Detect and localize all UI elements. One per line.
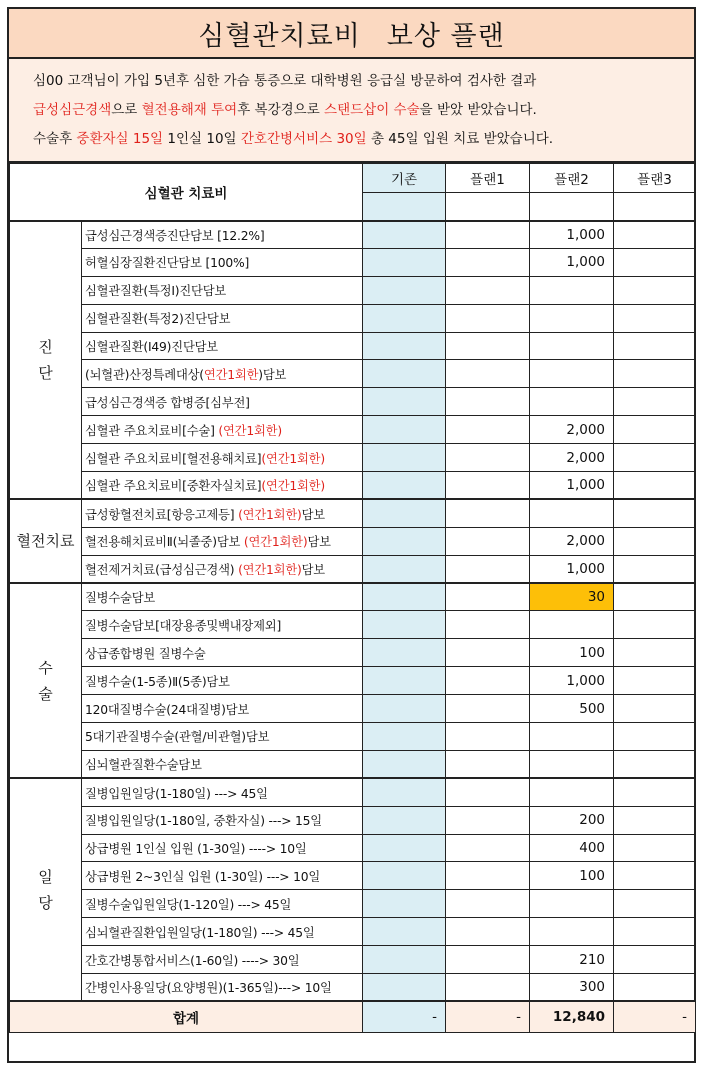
base-cell: [363, 221, 446, 249]
plan1-cell: [446, 750, 530, 778]
highlight-text: (연간1회한): [218, 423, 282, 438]
text-segment: 혈전제거치료(급성심근경색): [85, 562, 239, 577]
coverage-item: [82, 583, 363, 611]
header-blank-plan3: [614, 192, 696, 221]
plan1-cell: [446, 221, 530, 249]
base-cell: [363, 611, 446, 639]
coverage-item: [82, 499, 363, 527]
text-segment: 질병수술입원일당(1-120일) ---> 45일: [85, 897, 292, 912]
coverage-item: [82, 918, 363, 946]
base-cell: [363, 499, 446, 527]
plan3-cell: [614, 304, 696, 332]
base-cell: [363, 667, 446, 695]
highlight-text: (연간1회한): [238, 507, 302, 522]
plan1-cell: [446, 834, 530, 862]
plan2-cell: [530, 890, 614, 918]
coverage-item: [82, 667, 363, 695]
plan1-cell: [446, 639, 530, 667]
plan1-cell: [446, 946, 530, 974]
plan2-cell: 400: [530, 834, 614, 862]
plan2-cell: [530, 918, 614, 946]
table-row: [10, 248, 696, 276]
text-segment: 상급종합병원 질병수술: [85, 646, 206, 661]
plan3-cell: [614, 248, 696, 276]
plan1-cell: [446, 723, 530, 751]
plan3-cell: [614, 555, 696, 583]
table-row: [10, 918, 696, 946]
coverage-item: [82, 974, 363, 1002]
coverage-item: [82, 862, 363, 890]
total-plan1: -: [446, 1001, 530, 1032]
plan3-cell: [614, 750, 696, 778]
highlight-text: 연간1회한: [203, 367, 259, 382]
plan2-cell: 210: [530, 946, 614, 974]
plan1-cell: [446, 444, 530, 472]
base-cell: [363, 890, 446, 918]
text-segment: 허혈심장질환진단담보 [100%]: [85, 256, 250, 271]
text-segment: 질병입원일당(1-180일, 중환자실) ---> 15일: [85, 814, 322, 829]
table-row: [10, 723, 696, 751]
plan1-cell: [446, 583, 530, 611]
coverage-item: [82, 444, 363, 472]
total-row: [10, 1001, 696, 1032]
text-segment: 120대질병수술(24대질병)담보: [85, 702, 250, 717]
table-row: [10, 806, 696, 834]
coverage-item: [82, 750, 363, 778]
column-header-plan3: 플랜3: [614, 164, 696, 193]
header-blank-plan1: [446, 192, 530, 221]
base-cell: [363, 332, 446, 360]
plan1-cell: [446, 416, 530, 444]
text-segment: 심혈관 주요치료비[혈전용해치료]: [85, 451, 262, 466]
plan2-cell: [530, 360, 614, 388]
plan3-cell: [614, 611, 696, 639]
text-segment: 질병수술담보[대장용종및백내장제외]: [85, 618, 282, 633]
plan1-cell: [446, 806, 530, 834]
plan2-cell: 2,000: [530, 416, 614, 444]
plan1-cell: [446, 862, 530, 890]
plan3-cell: [614, 639, 696, 667]
plan2-cell: [530, 778, 614, 806]
plan3-cell: [614, 806, 696, 834]
coverage-item: [82, 276, 363, 304]
table-row: [10, 695, 696, 723]
highlight-text: (연간1회한): [238, 562, 302, 577]
coverage-item: [82, 416, 363, 444]
text-segment: 질병입원일당(1-180일) ---> 45일: [85, 786, 268, 801]
text-segment: 담보: [301, 507, 325, 522]
plan3-cell: [614, 667, 696, 695]
text-segment: 급성심근경색증진단담보 [12.2%]: [85, 228, 265, 243]
plan3-cell: [614, 444, 696, 472]
text-segment: 심뇌혈관질환수술담보: [85, 758, 202, 773]
plan3-cell: [614, 723, 696, 751]
coverage-item: [82, 890, 363, 918]
coverage-item: [82, 778, 363, 806]
title-main: 심혈관치료비: [198, 20, 361, 52]
coverage-item: [82, 834, 363, 862]
plan3-cell: [614, 472, 696, 500]
total-plan2: 12,840: [530, 1001, 614, 1032]
intro-line-1: 심00 고객님이 가입 5년후 심한 가슴 통증으로 대학병원 응급실 방문하여 검사한 결과: [33, 73, 537, 89]
text-segment: 수술후: [33, 131, 77, 147]
column-header-base: 기존: [363, 164, 446, 193]
highlight-text: 급성심근경색: [33, 102, 112, 118]
table-row: [10, 946, 696, 974]
table-row: [10, 778, 696, 806]
coverage-item: [82, 248, 363, 276]
base-cell: [363, 304, 446, 332]
base-cell: [363, 918, 446, 946]
table-row: [10, 472, 696, 500]
plan1-cell: [446, 918, 530, 946]
plan3-cell: [614, 499, 696, 527]
category-label: 혈전치료: [10, 499, 82, 583]
text-segment: 질병수술(1-5종)Ⅱ(5종)담보: [85, 674, 230, 689]
plan2-cell: 2,000: [530, 527, 614, 555]
plan3-cell: [614, 527, 696, 555]
page-title: [9, 9, 694, 59]
coverage-item: [82, 332, 363, 360]
plan1-cell: [446, 248, 530, 276]
coverage-item: [82, 304, 363, 332]
text-segment: 심혈관질환(특정2)진단담보: [85, 312, 231, 327]
plan3-cell: [614, 862, 696, 890]
plan3-cell: [614, 276, 696, 304]
plan2-cell: 1,000: [530, 248, 614, 276]
plan3-cell: [614, 778, 696, 806]
plan2-cell: [530, 388, 614, 416]
base-cell: [363, 834, 446, 862]
plan1-cell: [446, 360, 530, 388]
plan1-cell: [446, 499, 530, 527]
plan1-cell: [446, 611, 530, 639]
text-segment: 혈전용해치료비Ⅱ(뇌졸중)담보: [85, 535, 244, 550]
plan2-cell: 100: [530, 862, 614, 890]
base-cell: [363, 555, 446, 583]
text-segment: 상급병원 1인실 입원 (1-30일) ----> 10일: [85, 842, 307, 857]
table-row: [10, 834, 696, 862]
plan1-cell: [446, 388, 530, 416]
text-segment: 5대기관질병수술(관혈/비관혈)담보: [85, 730, 270, 745]
plan2-cell: 1,000: [530, 472, 614, 500]
text-segment: 심혈관질환(I49)진단담보: [85, 340, 218, 354]
text-segment: 1인실 10일: [163, 131, 241, 147]
table-row: [10, 555, 696, 583]
highlight-text: 중환자실 15일: [76, 131, 164, 147]
plan1-cell: [446, 472, 530, 500]
base-cell: [363, 639, 446, 667]
plan3-cell: [614, 695, 696, 723]
highlight-text: 스탠드삽이 수술: [324, 102, 420, 118]
base-cell: [363, 946, 446, 974]
base-cell: [363, 778, 446, 806]
plan1-cell: [446, 974, 530, 1002]
plan3-cell: [614, 946, 696, 974]
plan3-cell: [614, 974, 696, 1002]
table-row: [10, 332, 696, 360]
table-row: [10, 583, 696, 611]
plan1-cell: [446, 527, 530, 555]
plan2-cell: 30: [530, 583, 614, 611]
coverage-item: [82, 555, 363, 583]
text-segment: 으로: [111, 102, 142, 118]
plan2-cell: 500: [530, 695, 614, 723]
plan3-cell: [614, 388, 696, 416]
plan2-cell: 200: [530, 806, 614, 834]
plan2-cell: [530, 332, 614, 360]
coverage-item: [82, 946, 363, 974]
intro-line-3: [33, 125, 694, 154]
highlight-text: (연간1회한): [261, 479, 325, 494]
plan1-cell: [446, 890, 530, 918]
table-row: [10, 388, 696, 416]
text-segment: 간병인사용일당(요양병원)(1-365일)---> 10일: [85, 981, 332, 996]
highlight-text: 간호간병서비스 30일: [240, 131, 367, 147]
text-segment: 심뇌혈관질환입원일당(1-180일) ---> 45일: [85, 925, 315, 940]
table-row: [10, 360, 696, 388]
coverage-item: [82, 806, 363, 834]
plan1-cell: [446, 778, 530, 806]
plan3-cell: [614, 834, 696, 862]
table-row: [10, 974, 696, 1002]
base-cell: [363, 444, 446, 472]
plan2-cell: 1,000: [530, 221, 614, 249]
plan1-cell: [446, 667, 530, 695]
text-segment: )담보: [258, 367, 287, 382]
plan2-cell: 1,000: [530, 667, 614, 695]
base-cell: [363, 583, 446, 611]
header-blank-base: [363, 192, 446, 221]
text-segment: 후 복강경으로: [237, 102, 325, 118]
plan2-cell: [530, 611, 614, 639]
text-segment: 급성심근경색증 합병증[심부전]: [85, 395, 250, 410]
plan1-cell: [446, 332, 530, 360]
total-label: 합계: [10, 1001, 363, 1032]
total-plan3: -: [614, 1001, 696, 1032]
plan2-cell: 2,000: [530, 444, 614, 472]
text-segment: 상급병원 2~3인실 입원 (1-30일) ---> 10일: [85, 869, 321, 884]
base-cell: [363, 695, 446, 723]
base-cell: [363, 806, 446, 834]
base-cell: [363, 750, 446, 778]
text-segment: 총 45일 입원 치료 받았습니다.: [366, 131, 554, 147]
base-cell: [363, 248, 446, 276]
highlight-text: (연간1회한): [261, 451, 325, 466]
table-row: [10, 750, 696, 778]
title-sub: 보상 플랜: [386, 20, 505, 52]
table-row: [10, 499, 696, 527]
table-row: [10, 221, 696, 249]
base-cell: [363, 723, 446, 751]
plan2-cell: [530, 750, 614, 778]
base-cell: [363, 388, 446, 416]
total-base: -: [363, 1001, 446, 1032]
table-row: [10, 611, 696, 639]
highlight-text: 혈전용해재 투여: [141, 102, 238, 118]
text-segment: 급성항혈전치료[항응고제등]: [85, 507, 239, 522]
table-row: [10, 276, 696, 304]
table-row: [10, 890, 696, 918]
category-label: 일 당: [10, 778, 82, 1001]
coverage-table: [9, 163, 696, 1033]
plan1-cell: [446, 555, 530, 583]
table-row: [10, 444, 696, 472]
plan3-cell: [614, 360, 696, 388]
table-row: [10, 527, 696, 555]
text-segment: 을 받았 받았습니다.: [419, 102, 537, 118]
plan2-cell: [530, 499, 614, 527]
text-segment: 심혈관 주요치료비[중환자실치료]: [85, 479, 262, 494]
coverage-item: [82, 388, 363, 416]
plan2-cell: 100: [530, 639, 614, 667]
coverage-item: [82, 360, 363, 388]
plan3-cell: [614, 221, 696, 249]
plan1-cell: [446, 304, 530, 332]
highlight-text: (연간1회한): [243, 535, 308, 550]
base-cell: [363, 276, 446, 304]
coverage-item: [82, 723, 363, 751]
column-header-plan1: 플랜1: [446, 164, 530, 193]
table-row: [10, 667, 696, 695]
plan2-cell: [530, 304, 614, 332]
base-cell: [363, 527, 446, 555]
base-cell: [363, 974, 446, 1002]
base-cell: [363, 862, 446, 890]
plan2-cell: 300: [530, 974, 614, 1002]
text-segment: 질병수술담보: [85, 591, 156, 606]
coverage-item: [82, 639, 363, 667]
text-segment: 심혈관질환(특정Ⅰ)진단담보: [85, 284, 227, 299]
plan1-cell: [446, 276, 530, 304]
base-cell: [363, 472, 446, 500]
table-row: [10, 416, 696, 444]
coverage-item: [82, 695, 363, 723]
header-label: 심혈관 치료비: [10, 164, 363, 221]
plan3-cell: [614, 332, 696, 360]
plan3-cell: [614, 890, 696, 918]
base-cell: [363, 360, 446, 388]
text-segment: 담보: [307, 535, 331, 550]
plan2-cell: [530, 276, 614, 304]
compensation-plan-sheet: [7, 7, 696, 1063]
plan3-cell: [614, 416, 696, 444]
coverage-item: [82, 611, 363, 639]
intro-line-2: [33, 96, 694, 125]
header-blank-plan2: [530, 192, 614, 221]
plan1-cell: [446, 695, 530, 723]
plan2-cell: [530, 723, 614, 751]
coverage-item: [82, 221, 363, 249]
coverage-item: [82, 527, 363, 555]
text-segment: 심혈관 주요치료비[수술]: [85, 423, 219, 438]
case-description: [9, 59, 694, 163]
plan2-cell: 1,000: [530, 555, 614, 583]
text-segment: 담보: [301, 562, 325, 577]
text-segment: (뇌혈관)산정특례대상(: [85, 367, 204, 382]
plan3-cell: [614, 918, 696, 946]
table-row: [10, 639, 696, 667]
table-row: [10, 304, 696, 332]
category-label: 진 단: [10, 221, 82, 500]
column-header-plan2: 플랜2: [530, 164, 614, 193]
category-label: 수 술: [10, 583, 82, 778]
text-segment: 간호간병통합서비스(1-60일) ----> 30일: [85, 953, 300, 968]
coverage-item: [82, 472, 363, 500]
table-row: [10, 862, 696, 890]
plan3-cell: [614, 583, 696, 611]
base-cell: [363, 416, 446, 444]
